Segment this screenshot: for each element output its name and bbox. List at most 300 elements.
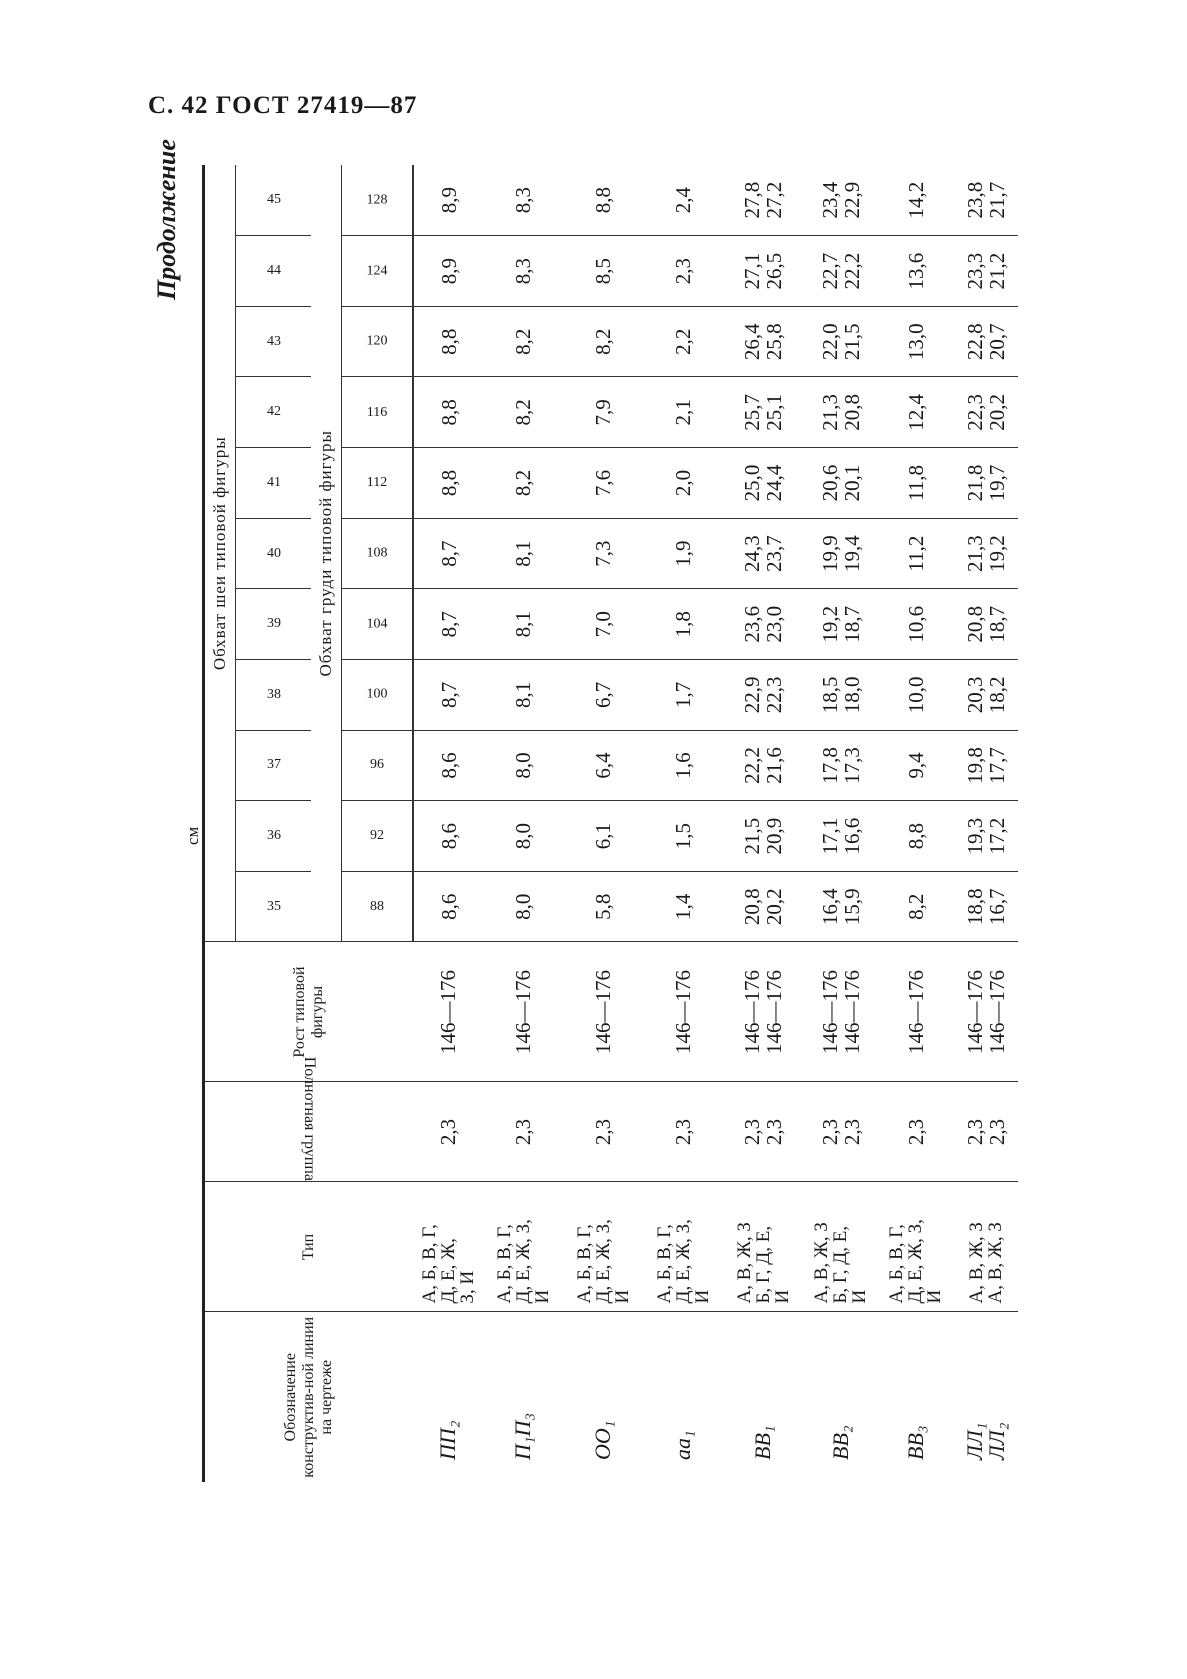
value-cell xyxy=(643,448,723,519)
value-cell xyxy=(878,589,953,660)
value-cell xyxy=(803,306,878,377)
value-text: 2,2 xyxy=(671,328,695,355)
value-text: 8,6 xyxy=(436,893,461,920)
value-cell xyxy=(953,589,1018,660)
designation-text: аа₁ xyxy=(670,1430,695,1460)
value-text: 19,7 xyxy=(984,464,1009,502)
value-text: 8,8 xyxy=(591,187,615,214)
value-text: 22,3 xyxy=(762,676,786,714)
value-text: 13,6 xyxy=(903,252,928,290)
neck-size-text: 40 xyxy=(266,545,281,561)
height-cell xyxy=(878,942,953,1082)
value-text: 8,0 xyxy=(511,822,535,850)
value-cell xyxy=(413,165,483,236)
value-cell xyxy=(803,660,878,731)
value-text: 18,8 xyxy=(962,888,987,926)
chest-size-header xyxy=(342,306,414,377)
type-cell xyxy=(878,1182,953,1312)
value-text: 18,7 xyxy=(984,605,1009,643)
value-text: 17,8 xyxy=(817,747,842,784)
value-text: 10,0 xyxy=(903,676,928,714)
value-text: 23,3 xyxy=(962,252,987,290)
value-text: 5,8 xyxy=(591,893,615,920)
value-text: 27,1 xyxy=(740,252,764,290)
value-cell xyxy=(878,306,953,377)
neck-size-header xyxy=(236,660,312,731)
neck-size-text: 35 xyxy=(266,898,281,914)
fullness-group-text: 2,3 xyxy=(511,1118,535,1146)
value-cell xyxy=(413,660,483,731)
height-cell xyxy=(643,942,723,1082)
neck-size-header xyxy=(236,306,312,377)
value-text: 22,0 xyxy=(817,323,842,361)
value-cell xyxy=(803,871,878,942)
value-text: 21,6 xyxy=(762,747,786,784)
value-cell xyxy=(803,518,878,589)
value-cell xyxy=(483,518,563,589)
value-text: 23,4 xyxy=(817,181,842,219)
value-cell xyxy=(483,165,563,236)
value-text: 8,7 xyxy=(436,611,461,638)
value-cell xyxy=(878,518,953,589)
type-cell xyxy=(803,1182,878,1312)
value-cell xyxy=(723,871,803,942)
table-row xyxy=(483,165,563,1482)
chest-size-text: 124 xyxy=(366,263,388,279)
value-cell xyxy=(878,448,953,519)
value-cell xyxy=(413,801,483,872)
fullness-group-cell xyxy=(878,1082,953,1182)
value-cell xyxy=(563,660,643,731)
fullness-group-text: 2,3 xyxy=(591,1118,615,1146)
value-text: 16,6 xyxy=(839,817,864,855)
value-text: 18,7 xyxy=(839,605,864,643)
value-cell xyxy=(413,730,483,801)
value-text: 8,6 xyxy=(436,752,461,779)
fullness-group-cell xyxy=(953,1082,1018,1182)
type-cell xyxy=(643,1182,723,1312)
height-text: 146—176 xyxy=(591,970,615,1054)
unit-label: см xyxy=(183,826,202,845)
value-cell xyxy=(643,165,723,236)
value-cell xyxy=(483,589,563,660)
neck-size-header xyxy=(236,801,312,872)
value-cell xyxy=(953,306,1018,377)
header-fullness-group xyxy=(204,1057,414,1182)
table-row xyxy=(803,165,878,1482)
type-text: А, Б, В, Г, xyxy=(886,1224,907,1304)
height-text: 146—176 xyxy=(436,970,460,1054)
designation-text: ВВ₂ xyxy=(827,1425,853,1460)
height-cell xyxy=(803,942,878,1082)
type-text: А, Б, В, Г, xyxy=(573,1224,595,1304)
value-cell xyxy=(953,660,1018,731)
height-text: 146—176 xyxy=(962,970,987,1054)
value-text: 10,6 xyxy=(903,605,928,643)
value-cell xyxy=(953,871,1018,942)
chest-size-text: 88 xyxy=(370,898,384,914)
type-text: Д, Е, Ж, xyxy=(437,1238,459,1304)
value-cell xyxy=(953,236,1018,307)
neck-size-text: 39 xyxy=(266,616,281,632)
type-text: И xyxy=(771,1289,793,1304)
value-cell xyxy=(643,236,723,307)
value-text: 8,9 xyxy=(436,187,461,214)
type-text: И xyxy=(531,1289,553,1304)
value-text: 17,1 xyxy=(817,817,842,855)
designation-cell xyxy=(483,1312,563,1482)
value-cell xyxy=(563,377,643,448)
value-text: 8,8 xyxy=(436,328,461,355)
height-cell xyxy=(723,942,803,1082)
value-cell xyxy=(953,801,1018,872)
height-text: 146—176 xyxy=(740,970,764,1054)
height-cell xyxy=(483,942,563,1082)
value-cell xyxy=(878,165,953,236)
value-text: 1,4 xyxy=(671,893,695,920)
value-text: 7,0 xyxy=(591,611,615,638)
value-text: 20,9 xyxy=(762,817,786,855)
value-cell xyxy=(953,518,1018,589)
measurements-table xyxy=(202,165,1018,1482)
value-text: 18,2 xyxy=(984,676,1009,714)
height-text: 146—176 xyxy=(762,970,786,1054)
height-text: 146—176 xyxy=(817,970,842,1054)
fullness-group-text: 2,3 xyxy=(839,1118,864,1146)
designation-cell xyxy=(413,1312,483,1482)
header-fullness-group-text: Полнотная группа xyxy=(301,1057,318,1182)
value-cell xyxy=(803,377,878,448)
designation-text: ЛЛ₂ xyxy=(983,1422,1009,1460)
chest-size-header xyxy=(342,801,414,872)
value-text: 8,9 xyxy=(436,257,461,285)
value-text: 11,2 xyxy=(903,535,928,572)
value-text: 26,4 xyxy=(740,323,764,361)
value-text: 24,4 xyxy=(762,464,786,502)
value-text: 17,3 xyxy=(839,747,864,784)
value-text: 20,8 xyxy=(740,888,764,926)
rotated-table-container xyxy=(202,165,1017,1482)
value-text: 8,1 xyxy=(511,681,535,708)
type-text: Д, Е, Ж, З, xyxy=(512,1219,534,1304)
value-text: 20,6 xyxy=(817,464,842,502)
value-text: 6,7 xyxy=(591,681,615,708)
type-text: Б, Г, Д, Е, xyxy=(752,1225,774,1304)
value-text: 21,5 xyxy=(740,817,764,855)
value-text: 7,9 xyxy=(591,399,615,426)
value-cell xyxy=(723,448,803,519)
value-text: 23,8 xyxy=(962,181,987,219)
value-text: 19,2 xyxy=(984,535,1009,572)
value-text: 19,9 xyxy=(817,535,842,572)
chest-size-text: 108 xyxy=(366,545,388,561)
value-cell xyxy=(563,589,643,660)
value-cell xyxy=(483,871,563,942)
designation-cell xyxy=(878,1312,953,1482)
value-text: 20,1 xyxy=(839,464,864,502)
type-cell xyxy=(413,1182,483,1312)
height-text: 146—176 xyxy=(984,970,1009,1054)
value-text: 22,9 xyxy=(839,181,864,219)
value-cell xyxy=(723,589,803,660)
value-cell xyxy=(803,589,878,660)
value-text: 16,7 xyxy=(984,888,1009,926)
fullness-group-cell xyxy=(413,1082,483,1182)
neck-size-text: 37 xyxy=(266,757,281,773)
chest-size-header xyxy=(342,730,414,801)
value-text: 21,7 xyxy=(984,181,1009,219)
chest-size-header xyxy=(342,236,414,307)
type-text: Б, Г, Д, Е, xyxy=(830,1225,851,1304)
value-cell xyxy=(643,871,723,942)
value-cell xyxy=(803,448,878,519)
designation-text: ВВ₃ xyxy=(902,1425,928,1460)
fullness-group-text: 2,3 xyxy=(984,1118,1009,1146)
value-text: 6,4 xyxy=(591,752,615,779)
neck-size-header xyxy=(236,589,312,660)
value-text: 8,6 xyxy=(436,822,461,850)
value-text: 19,4 xyxy=(839,535,864,572)
value-cell xyxy=(723,165,803,236)
header-neck-title: Обхват шеи типовой фигуры xyxy=(204,165,236,942)
fullness-group-cell xyxy=(563,1082,643,1182)
neck-size-text: 42 xyxy=(266,404,281,420)
fullness-group-cell xyxy=(803,1082,878,1182)
value-text: 19,8 xyxy=(962,747,987,784)
type-cell xyxy=(563,1182,643,1312)
designation-cell xyxy=(723,1312,803,1482)
table-row xyxy=(878,165,953,1482)
value-text: 1,5 xyxy=(671,822,695,850)
fullness-group-text: 2,3 xyxy=(962,1118,987,1146)
value-text: 27,8 xyxy=(740,181,764,219)
chest-size-header xyxy=(342,165,414,236)
neck-size-text: 38 xyxy=(266,686,281,702)
value-cell xyxy=(413,448,483,519)
designation-text: ПП₂ xyxy=(435,1420,460,1460)
neck-size-header xyxy=(236,871,312,942)
fullness-group-cell xyxy=(723,1082,803,1182)
value-text: 23,7 xyxy=(762,535,786,572)
value-text: 26,5 xyxy=(762,252,786,290)
neck-size-header xyxy=(236,236,312,307)
table-row xyxy=(643,165,723,1482)
value-text: 8,8 xyxy=(436,399,461,426)
fullness-group-text: 2,3 xyxy=(817,1118,842,1146)
value-text: 2,4 xyxy=(671,187,695,214)
value-text: 1,8 xyxy=(671,611,695,638)
type-text: И xyxy=(611,1289,633,1304)
header-height: Рост типовой фигуры xyxy=(204,942,414,1082)
neck-size-text: 45 xyxy=(266,192,281,208)
value-text: 17,7 xyxy=(984,747,1009,784)
value-text: 8,2 xyxy=(511,399,535,426)
value-text: 22,3 xyxy=(962,393,987,431)
type-cell xyxy=(483,1182,563,1312)
designation-text: ВВ₁ xyxy=(750,1425,775,1460)
value-text: 6,1 xyxy=(591,822,615,850)
value-text: 22,2 xyxy=(740,747,764,784)
value-cell xyxy=(483,448,563,519)
chest-size-text: 96 xyxy=(370,757,384,773)
value-cell xyxy=(878,660,953,731)
value-cell xyxy=(643,377,723,448)
value-text: 8,0 xyxy=(511,752,535,779)
value-cell xyxy=(723,660,803,731)
fullness-group-text: 2,3 xyxy=(903,1118,928,1146)
continuation-label: Продолжение xyxy=(152,139,181,300)
value-cell xyxy=(563,518,643,589)
value-text: 1,9 xyxy=(671,540,695,567)
fullness-group-text: 2,3 xyxy=(671,1118,695,1146)
fullness-group-text: 2,3 xyxy=(436,1118,460,1146)
value-text: 20,8 xyxy=(962,605,987,643)
designation-cell xyxy=(803,1312,878,1482)
value-text: 18,5 xyxy=(817,676,842,714)
designation-cell xyxy=(953,1312,1018,1482)
neck-size-text: 43 xyxy=(266,333,281,349)
table-row xyxy=(723,165,803,1482)
value-text: 8,5 xyxy=(591,257,615,285)
value-cell xyxy=(723,377,803,448)
type-text: И xyxy=(924,1289,945,1304)
type-text: А, Б, В, Г, xyxy=(418,1224,440,1304)
value-cell xyxy=(483,660,563,731)
value-text: 27,2 xyxy=(762,181,786,219)
value-text: 21,3 xyxy=(962,535,987,572)
value-text: 1,7 xyxy=(671,681,695,708)
height-text: 146—176 xyxy=(671,970,695,1054)
value-cell xyxy=(563,165,643,236)
value-cell xyxy=(643,730,723,801)
type-text: А, В, Ж, З xyxy=(811,1222,832,1304)
value-text: 20,2 xyxy=(984,393,1009,431)
value-text: 22,8 xyxy=(962,323,987,361)
type-text: А, В, Ж, З xyxy=(984,1222,1006,1304)
value-text: 25,7 xyxy=(740,393,764,431)
value-text: 20,3 xyxy=(962,676,987,714)
value-text: 24,3 xyxy=(740,535,764,572)
chest-size-text: 100 xyxy=(366,686,388,702)
value-text: 19,3 xyxy=(962,817,987,855)
value-text: 21,2 xyxy=(984,252,1009,290)
value-cell xyxy=(803,165,878,236)
fullness-group-cell xyxy=(483,1082,563,1182)
designation-text: П₁П₃ xyxy=(510,1412,535,1460)
value-text: 7,3 xyxy=(591,540,615,567)
neck-size-header xyxy=(236,448,312,519)
header-type: Тип xyxy=(204,1182,414,1312)
value-cell xyxy=(953,448,1018,519)
type-text: А, Б, В, Г, xyxy=(653,1224,675,1304)
value-text: 17,2 xyxy=(984,817,1009,855)
table-row xyxy=(953,165,1018,1482)
height-cell xyxy=(953,942,1018,1082)
value-cell xyxy=(723,236,803,307)
value-text: 8,2 xyxy=(591,328,615,355)
value-text: 18,0 xyxy=(839,676,864,714)
value-cell xyxy=(483,730,563,801)
value-text: 11,8 xyxy=(903,464,928,501)
table-row xyxy=(413,165,483,1482)
value-text: 15,9 xyxy=(839,888,864,926)
height-text: 146—176 xyxy=(511,970,535,1054)
designation-text: ОО₁ xyxy=(590,1420,615,1460)
value-cell xyxy=(723,518,803,589)
type-text: И xyxy=(849,1289,870,1304)
value-text: 23,0 xyxy=(762,605,786,643)
value-text: 21,5 xyxy=(839,323,864,361)
value-text: 8,2 xyxy=(511,469,535,497)
type-text: Д, Е, Ж, З, xyxy=(905,1219,926,1304)
value-text: 8,0 xyxy=(511,893,535,920)
height-text: 146—176 xyxy=(839,970,864,1054)
value-cell xyxy=(563,801,643,872)
value-text: 23,6 xyxy=(740,605,764,643)
designation-cell xyxy=(563,1312,643,1482)
chest-size-text: 92 xyxy=(370,828,384,844)
header-designation: Обозначение конструктив-ной линии на чертеже xyxy=(204,1312,414,1482)
value-text: 12,4 xyxy=(903,393,928,431)
chest-size-text: 120 xyxy=(366,333,388,349)
page-header: С. 42 ГОСТ 27419—87 xyxy=(148,92,418,119)
value-cell xyxy=(643,660,723,731)
value-cell xyxy=(563,236,643,307)
neck-size-text: 41 xyxy=(266,474,281,490)
value-text: 8,7 xyxy=(436,681,461,708)
value-text: 13,0 xyxy=(903,323,928,361)
value-cell xyxy=(643,801,723,872)
value-text: 8,2 xyxy=(903,893,928,920)
value-text: 8,1 xyxy=(511,611,535,638)
value-text: 21,8 xyxy=(962,464,987,502)
chest-size-header xyxy=(342,871,414,942)
value-text: 21,3 xyxy=(817,393,842,431)
type-text: Д, Е, Ж, З, xyxy=(592,1219,614,1304)
type-cell xyxy=(953,1182,1018,1312)
type-text: И xyxy=(691,1289,713,1304)
type-text: Д, Е, Ж, З, xyxy=(672,1219,694,1304)
value-text: 8,3 xyxy=(511,257,535,285)
value-cell xyxy=(878,377,953,448)
value-text: 2,1 xyxy=(671,399,695,426)
value-cell xyxy=(953,377,1018,448)
value-cell xyxy=(878,236,953,307)
value-cell xyxy=(563,871,643,942)
type-text: А, Б, В, Г, xyxy=(493,1224,515,1304)
value-cell xyxy=(483,306,563,377)
value-text: 8,8 xyxy=(436,469,461,497)
neck-size-text: 36 xyxy=(266,828,281,844)
value-cell xyxy=(878,730,953,801)
neck-size-header xyxy=(236,377,312,448)
value-text: 2,0 xyxy=(671,469,695,497)
value-text: 14,2 xyxy=(903,181,928,219)
value-cell xyxy=(413,589,483,660)
value-text: 20,2 xyxy=(762,888,786,926)
value-text: 20,7 xyxy=(984,323,1009,361)
value-text: 7,6 xyxy=(591,469,615,497)
value-cell xyxy=(723,730,803,801)
chest-size-text: 128 xyxy=(366,192,388,208)
value-cell xyxy=(413,518,483,589)
fullness-group-cell xyxy=(643,1082,723,1182)
value-text: 25,1 xyxy=(762,393,786,431)
value-cell xyxy=(723,306,803,377)
value-cell xyxy=(803,730,878,801)
chest-size-text: 116 xyxy=(366,404,388,420)
value-cell xyxy=(953,730,1018,801)
